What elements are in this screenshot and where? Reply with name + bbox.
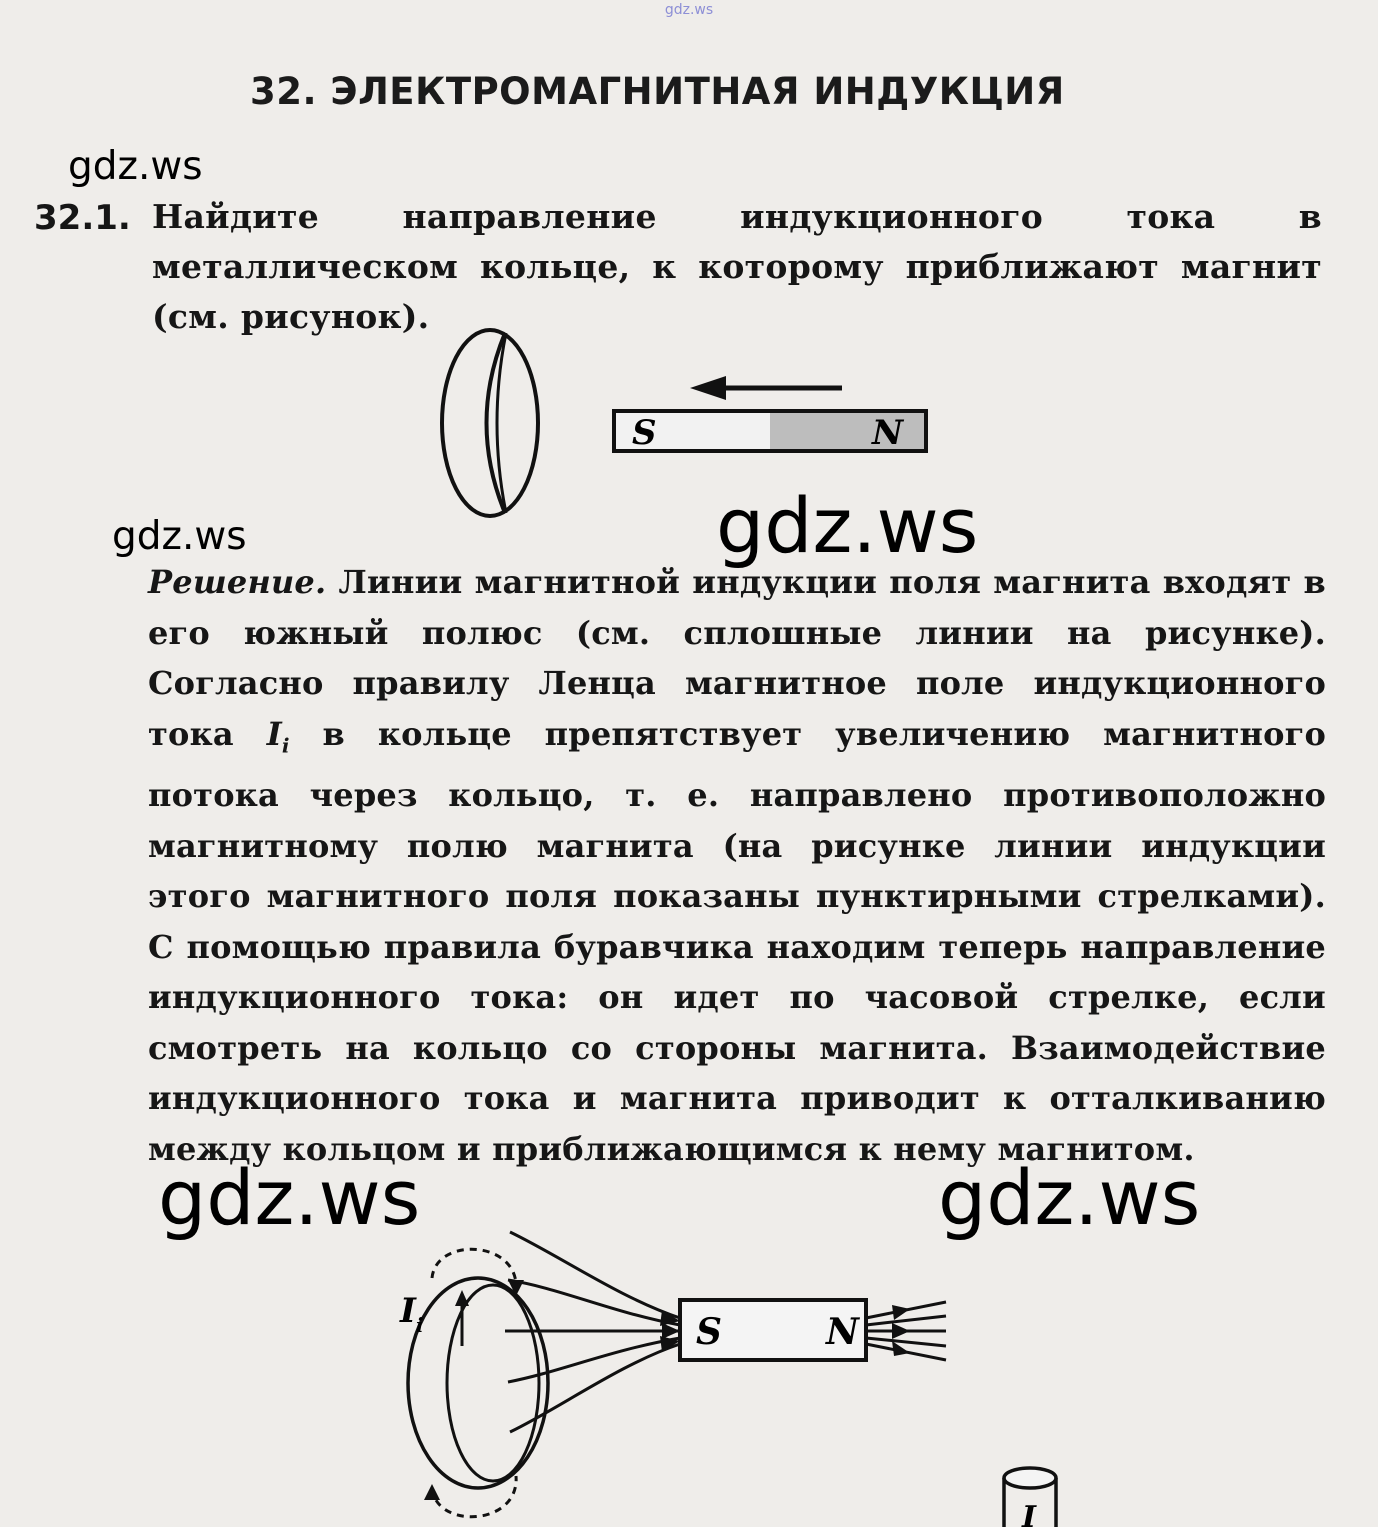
watermark: gdz.ws [716,481,979,570]
watermark: gdz.ws [938,1153,1201,1242]
solution-text-part-2: в кольце препятствует увеличению магнитного потока через кольцо, т. е. направлено противоположно магнитному полю магнита (на рисунке линии индукции этого магнитного поля показаны пунктирными стрелками). С помощью правила буравчика находим теперь направление индукционного тока: он идет по часовой стрелке, если смотреть на кольцо со стороны магнита. Взаимодействие индукционного тока и магнита приводит к отталкиванию между кольцом и приближающимся к нему магнитом. [148,714,1326,1168]
solution-label: Решение. [148,563,327,601]
watermark: gdz.ws [158,1153,421,1242]
problem-text: Найдите направление индукционного тока в металлическом кольце, к которому приближают магнит (см. рисунок). [152,197,1322,336]
problem-number: 32.1. [34,198,131,238]
watermark: gdz.ws [68,144,203,189]
pole-s-label: S [696,1311,722,1353]
solution-text-part-1: Линии магнитной индукции поля магнита входят в его южный полюс (см. сплошные линии на рисунке). Согласно правилу Ленца магнитное поле индукционного тока [148,563,1326,753]
cylinder-top [1004,1468,1056,1488]
pole-n-label: N [872,413,904,453]
watermark: gdz.ws [112,514,247,559]
pole-n-label: N [826,1311,859,1353]
pole-s-label: S [632,413,657,453]
section-title: 32. ЭЛЕКТРОМАГНИТНАЯ ИНДУКЦИЯ [250,70,1065,113]
current-label: $I_i$ [400,1291,424,1337]
site-link[interactable]: gdz.ws [664,2,714,18]
current-symbol: $I_i$ [266,714,290,757]
cylinder-label: I [1022,1500,1037,1527]
